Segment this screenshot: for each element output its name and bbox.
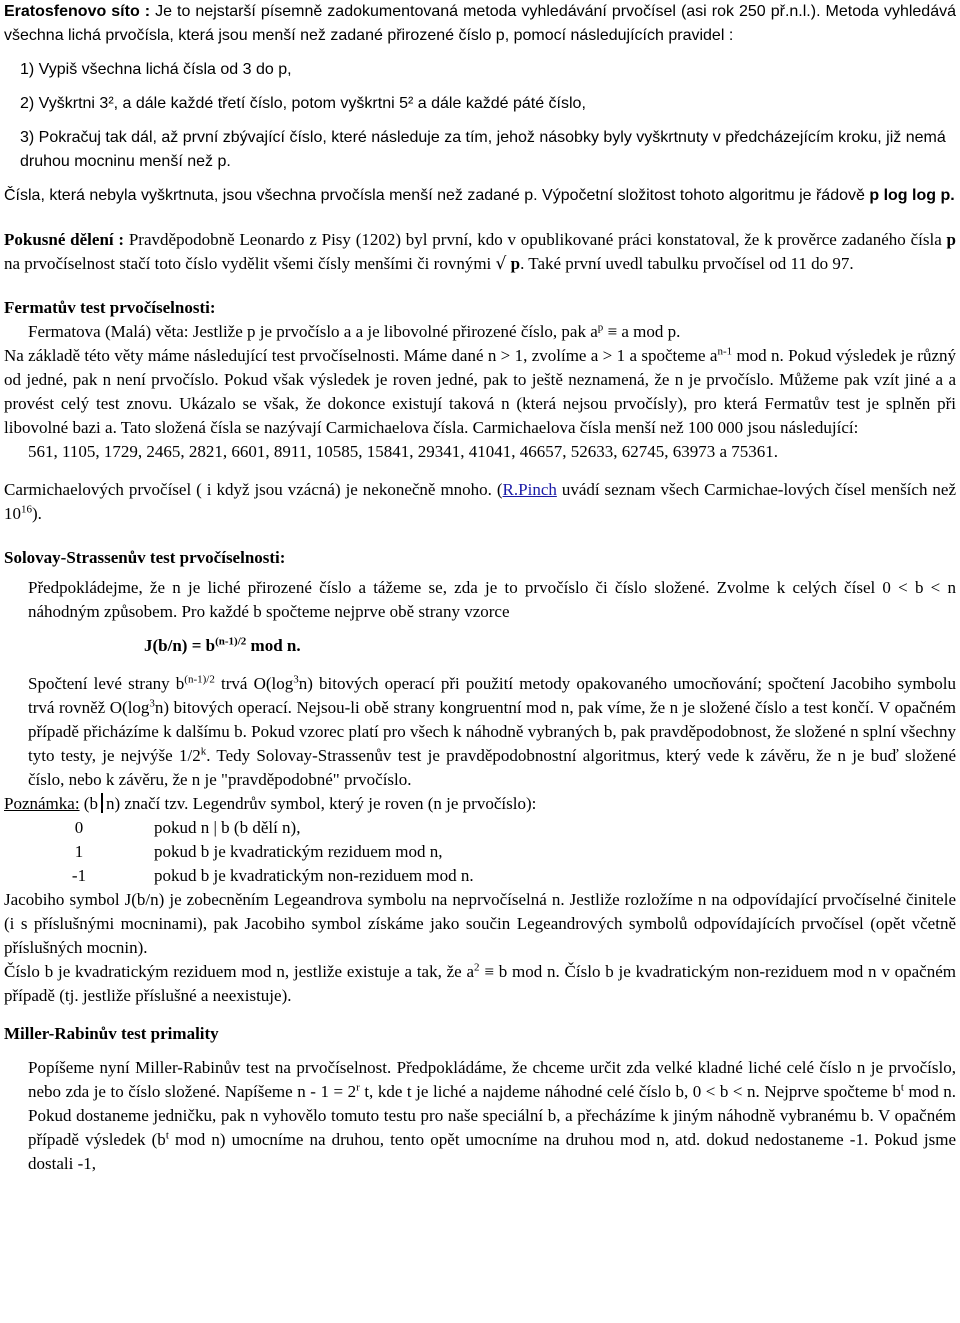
legendre-case: 1 pokud b je kvadratickým reziduem mod n, [74,842,443,861]
residue-paragraph: Číslo b je kvadratickým reziduem mod n, jestliže existuje a tak, že $a^2 \equiv b$ mod n. Číslo b je kvadratickým non-reziduem mod n v opačném případě (tj. jestliže příslušné a neexistuje). [4,961,956,1005]
sqrt-symbol: √ [495,254,507,274]
carmichael-infinite: Carmichaelových prvočísel ( i když jsou vzácná) je nekonečně mnoho. (R.Pinch uvádí seznam všech Carmichae-lových čísel menších než $10^{16}$). [4,480,957,523]
solovay-analysis: Spočtení levé strany $b^{(n-1)/2}$ trvá $O(\log^3n)$ bitových operací při použití metody opakovaného umocňování; spočtení Jacobiho symbolu trvá rovněž $O(\log^3n)$ bitových operací. Nejsou-li obě strany kongruentní mod n, pak víme, že n je složené číslo a test končí. V opačném případě přicházíme k dalšímu b. Pokud vzorec platí pro všech k náhodně vybraných b, pak pravděpodobnost, že složené n splní všechny tyto testy, je nejvýše 1/2$^k$. Tedy Solovay-Strassenův test je pravděpodobnostní algoritmus, který vede k závěru, že n je buď složené číslo, nebo k závěru, že n je "pravděpodobné" prvočíslo. [28,673,957,789]
solovay-intro: Předpokládejme, že n je liché přirozené číslo a tážeme se, zda je to prvočíslo či číslo složené. Zvolme k celých čísel 0 < b < n náhodným způsobem. Pro každé b spočteme nejprve obě strany vzorce [28,578,956,621]
miller-title: Miller-Rabinův test primality [4,1024,219,1043]
pinch-link[interactable]: R.Pinch [502,480,557,499]
carmichael-numbers: 561, 1105, 1729, 2465, 2821, 6601, 8911, 10585, 15841, 29341, 41041, 46657, 52633, 62745, 63973 a 75361. [28,442,779,461]
legendre-cases [4,816,956,888]
fermat-theorem: Fermatova (Malá) věta: Jestliže p je prvočíslo a a je libovolné přirozené číslo, pak $a^p \equiv a$ mod p. [28,321,681,341]
solovay-formula: $J(b/n) = b^{(n-1)/2}$ mod n. [144,635,301,655]
complexity: p log log p. [869,187,955,204]
note-label: Poznámka: [4,794,80,813]
eratosthenes-conclusion: Čísla, která nebyla vyškrtnuta, jsou všechna prvočísla menší než zadané p. Výpočetní složitost tohoto algoritmu je řádově p log log p. [4,187,955,204]
miller-paragraph: Popíšeme nyní Miller-Rabinův test na prvočíselnost. Předpokládáme, že chceme určit zda velké kladné liché celé číslo n je prvočíslo, nebo zda je to číslo složené. Napíšeme $n - 1 = 2^r$ t, kde t je liché a najdeme náhodné celé číslo b, 0 < b < n. Nejprve spočteme $b^t$ mod n. Pokud dostaneme jedničku, pak n vyhovělo tomuto testu pro naše speciální b, a přecházíme k jiným náhodně vybranému b. V opačném případě výsledek ($b^t$ mod n) umocníme na druhou, tento opět umocníme na druhou mod n, atd. dokud nedostaneme -1. Pokud jsme dostali -1, [28,1058,956,1173]
eratosthenes-intro: Eratosfenovo síto : Je to nejstarší písemně zadokumentovaná metoda vyhledávání prvočísel (asi rok 250 př.n.l.). Metoda vyhledává všechna lichá prvočísla, která jsou menší než zadané přirozené číslo p, pomocí následujících pravidel : [4,3,956,44]
eratosthenes-rule-3: 3) Pokračuj tak dál, až první zbývající číslo, které následuje za tím, jehož násobky byly vyškrtnuty v předcházejícím kroku, již nemá druhou mocninu menší než p. [20,129,946,170]
eratosthenes-rule-1: 1) Vypiš všechna lichá čísla od 3 do p, [20,61,292,78]
divides-bar [101,793,103,813]
jacobi-paragraph: Jacobiho symbol J(b/n) je zobecněním Legeandrova symbolu na neprvočíselná n. Jestliže rozložíme n na odpovídající prvočíselné činitele (i s příslušnými mocninami), pak Jacobiho symbol získáme jako součin Legeandrových symbolů odpovídajících prvočísel (opět včetně příslušných mocnin). [4,890,956,957]
eratosthenes-rule-2: 2) Vyškrtni 3², a dále každé třetí číslo, potom vyškrtni 5² a dále každé páté číslo, [20,95,586,112]
solovay-title: Solovay-Strassenův test prvočíselnosti: [4,548,286,567]
fermat-title: Fermatův test prvočíselnosti: [4,298,216,317]
trial-division-paragraph: Pokusné dělení : Pravděpodobně Leonardo z Pisy (1202) byl první, kdo v opublikované práci konstatoval, že k prověrce zadaného čísla p na prvočíselnost stačí toto číslo vydělit všemi čísly menšími či rovnými √ p. Také první uvedl tabulku prvočísel od 11 do 97. [4,230,956,274]
legendre-case: 0 pokud n | b (b dělí n), [74,818,301,837]
legendre-case: -1 pokud b je kvadratickým non-reziduem mod n. [71,866,474,885]
legendre-note: Poznámka: (b n) značí tzv. Legendrův symbol, který je roven (n je prvočíslo): [4,794,537,813]
fermat-test: Na základě této věty máme následující test prvočíselnosti. Máme dané n > 1, zvolíme a > 1 a spočteme $a^{n-1}$ mod n. Pokud výsledek je různý od jedné, pak n není prvočíslo. Pokud však výsledek je roven jedné, pak to ještě neznamená, že n je prvočíslo. Můžeme pak vzít jiné a a provést celý test znovu. Ukázalo se však, že dokonce existují taková n (která nejsou prvočísly), pro která Fermatův test je splněn při libovolné bazi a. Tato složená čísla se nazývají Carmichaelova čísla. Carmichaelova čísla menší než 100 000 jsou následující: [4,345,956,437]
trial-division-title: Pokusné dělení : [4,230,125,249]
eratosthenes-title: Eratosfenovo síto : [4,3,151,20]
